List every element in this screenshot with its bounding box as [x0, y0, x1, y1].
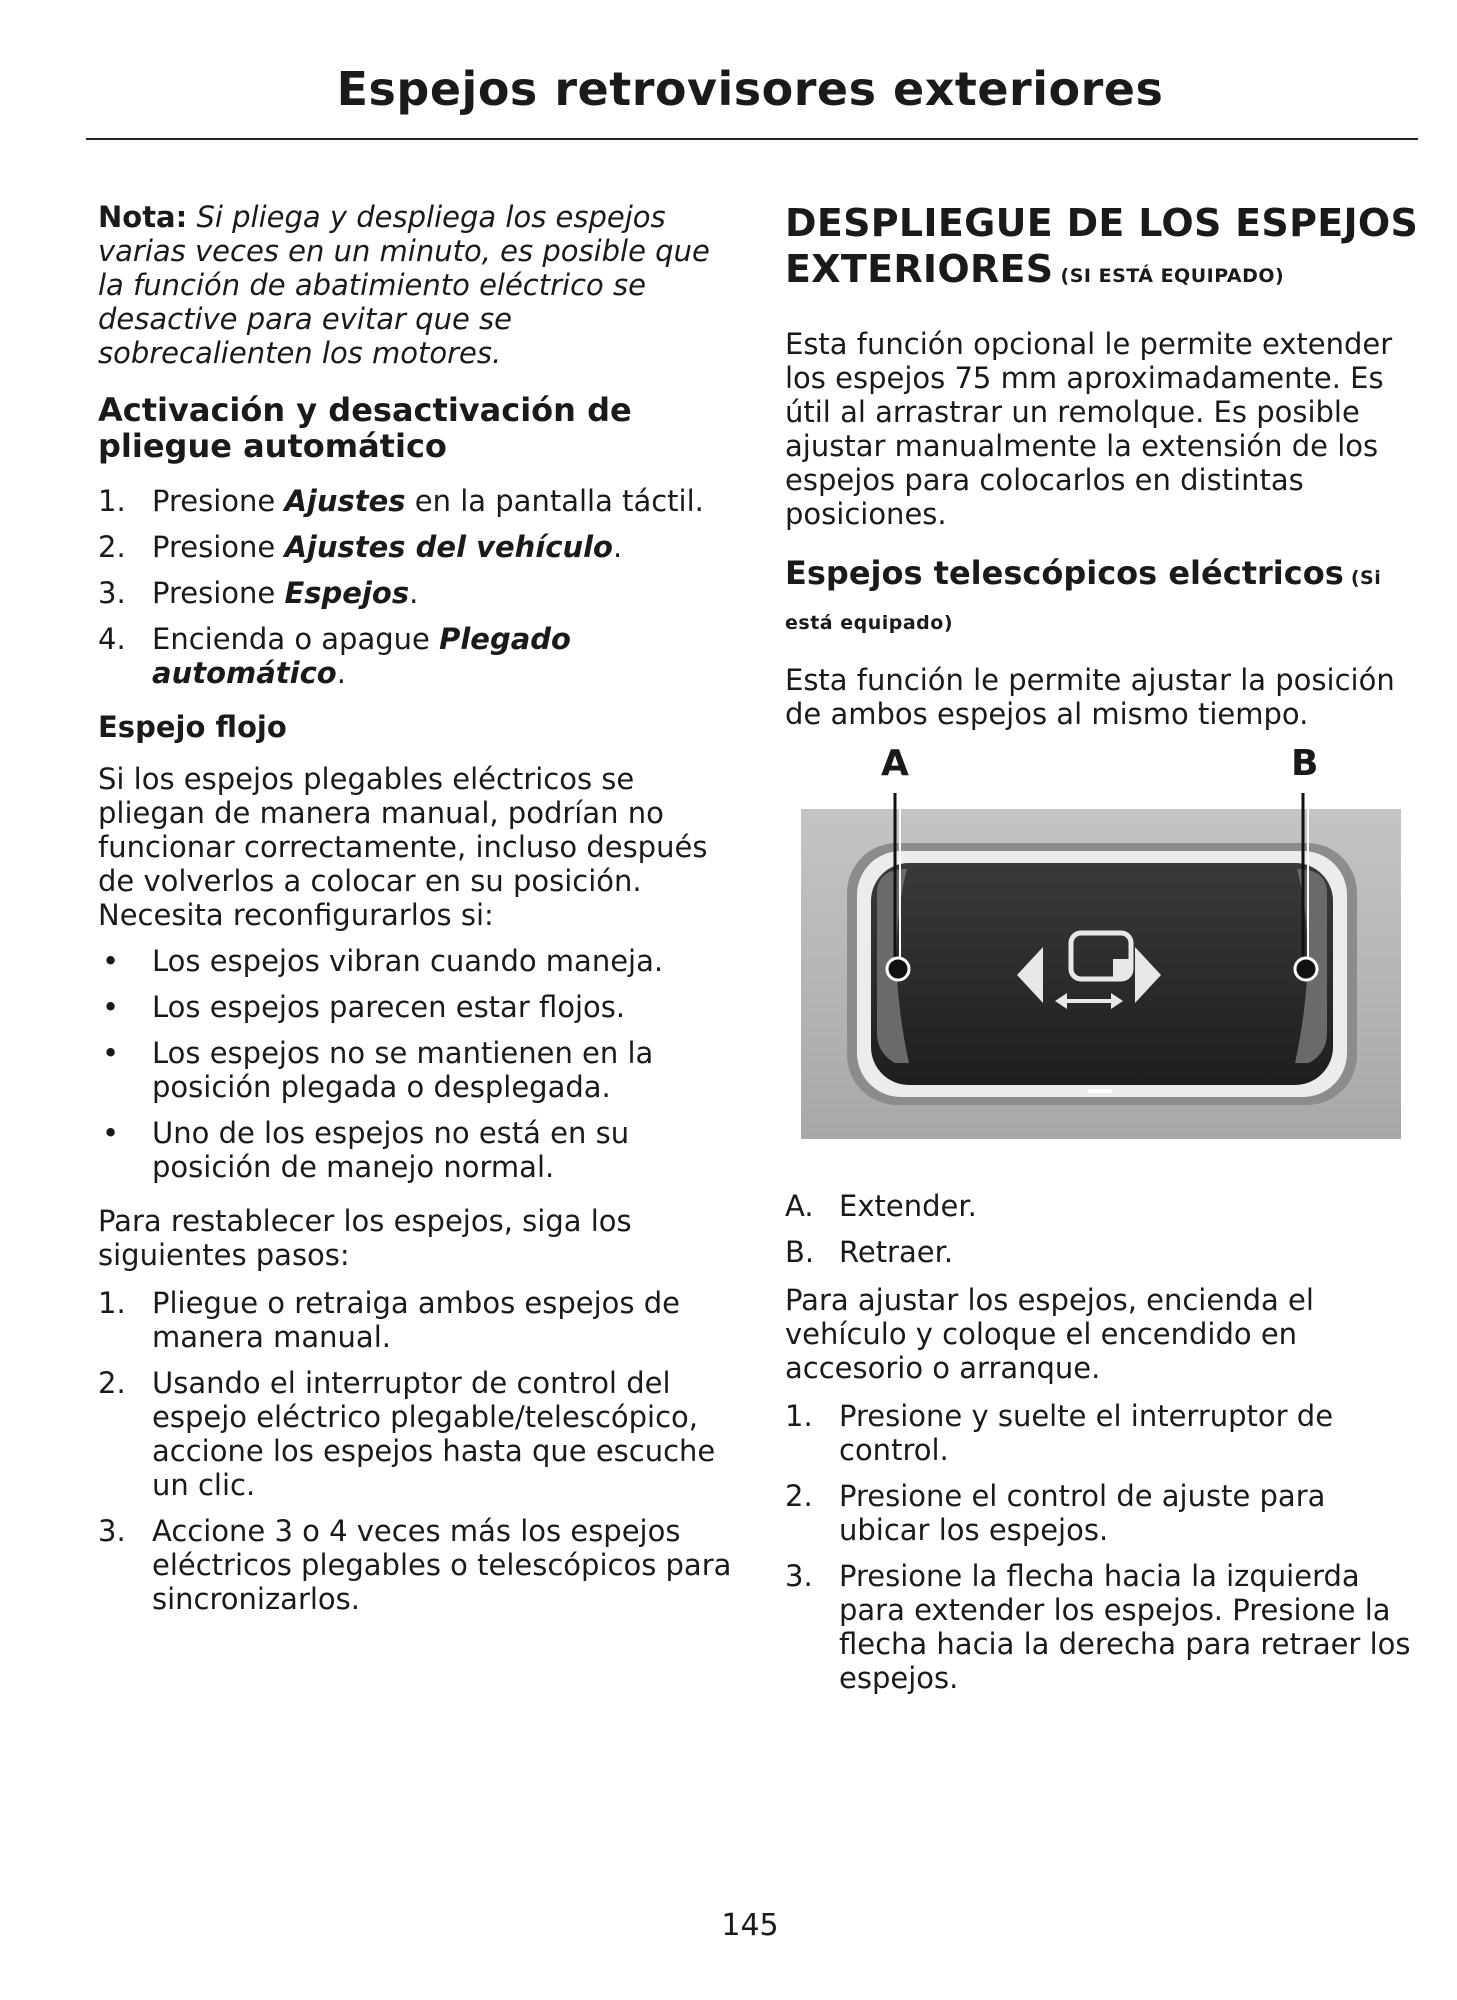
figure-legend	[785, 1189, 1420, 1269]
mirror-switch-illustration	[785, 753, 1405, 1153]
list-item: • Los espejos vibran cuando maneja.	[102, 944, 664, 978]
list-item: 3. Presione Espejos.	[98, 576, 419, 610]
list-item: 1. Presione Ajustes en la pantalla táctil.	[98, 484, 704, 518]
list-item: • Los espejos no se mantienen en la posición plegada o desplegada.	[102, 1036, 654, 1104]
reset-intro: Para restablecer los espejos, siga los siguientes pasos:	[98, 1204, 632, 1272]
figure-label-a: A	[881, 743, 909, 784]
title-divider	[86, 138, 1418, 140]
list-item: 3. Accione 3 o 4 veces más los espejos eléctricos plegables o telescópicos para sincronizarlos.	[98, 1514, 732, 1616]
list-item: • Uno de los espejos no está en su posición de manejo normal.	[102, 1116, 630, 1184]
adjust-steps	[785, 1399, 1420, 1695]
right-column	[785, 200, 1420, 1715]
loose-bullets	[98, 944, 733, 1184]
telescopic-intro: Esta función le permite ajustar la posición de ambos espejos al mismo tiempo.	[785, 663, 1395, 731]
loose-intro: Si los espejos plegables eléctricos se pliegan de manera manual, podrían no funcionar correctamente, incluso después de volverlos a colocar en su posición. Necesita reconfigurarlos si:	[98, 762, 708, 932]
list-item: 3. Presione la flecha hacia la izquierda para extender los espejos. Presione la flecha hacia la derecha para retraer los espejos.	[785, 1559, 1411, 1695]
heading-auto-fold: Activación y desactivación de pliegue automático	[98, 391, 632, 465]
list-item: B. Retraer.	[785, 1235, 954, 1269]
section-title: DESPLIEGUE DE LOS ESPEJOS EXTERIORES (SI ESTÁ EQUIPADO)	[785, 201, 1419, 291]
auto-fold-steps	[98, 484, 733, 690]
page-title: Espejos retrovisores exteriores	[336, 62, 1164, 116]
note	[98, 200, 733, 370]
adjust-intro: Para ajustar los espejos, encienda el vehículo y coloque el encendido en accesorio o arranque.	[785, 1283, 1314, 1385]
mirror-switch-figure	[785, 743, 1405, 1153]
list-item: 2. Presione el control de ajuste para ubicar los espejos.	[785, 1479, 1326, 1547]
reset-steps	[98, 1286, 733, 1616]
figure-label-b: B	[1291, 743, 1319, 784]
list-item: 2. Usando el interruptor de control del espejo eléctrico plegable/telescópico, accione los espejos hasta que escuche un clic.	[98, 1366, 716, 1502]
left-column	[98, 200, 733, 1636]
section-intro: Esta función opcional le permite extender los espejos 75 mm aproximadamente. Es útil al arrastrar un remolque. Es posible ajustar manualmente la extensión de los espejos para colocarlos en distintas posiciones.	[785, 327, 1393, 531]
note-label: Nota:	[98, 200, 188, 234]
list-item: 1. Pliegue o retraiga ambos espejos de manera manual.	[98, 1286, 680, 1354]
list-item: 4. Encienda o apague Plegado automático.	[98, 622, 571, 690]
list-item: A. Extender.	[785, 1189, 977, 1223]
heading-telescopic: Espejos telescópicos eléctricos (Si está equipado)	[785, 554, 1382, 634]
list-item: • Los espejos parecen estar flojos.	[102, 990, 626, 1024]
list-item: 2. Presione Ajustes del vehículo.	[98, 530, 623, 564]
heading-loose-mirror: Espejo flojo	[98, 710, 287, 744]
note-text: Si pliega y despliega los espejos varias veces en un minuto, es posible que la función de abatimiento eléctrico se desactive para evitar que se sobrecalienten los motores.	[98, 200, 710, 370]
page-number: 145	[721, 1908, 779, 1943]
list-item: 1. Presione y suelte el interruptor de control.	[785, 1399, 1334, 1467]
